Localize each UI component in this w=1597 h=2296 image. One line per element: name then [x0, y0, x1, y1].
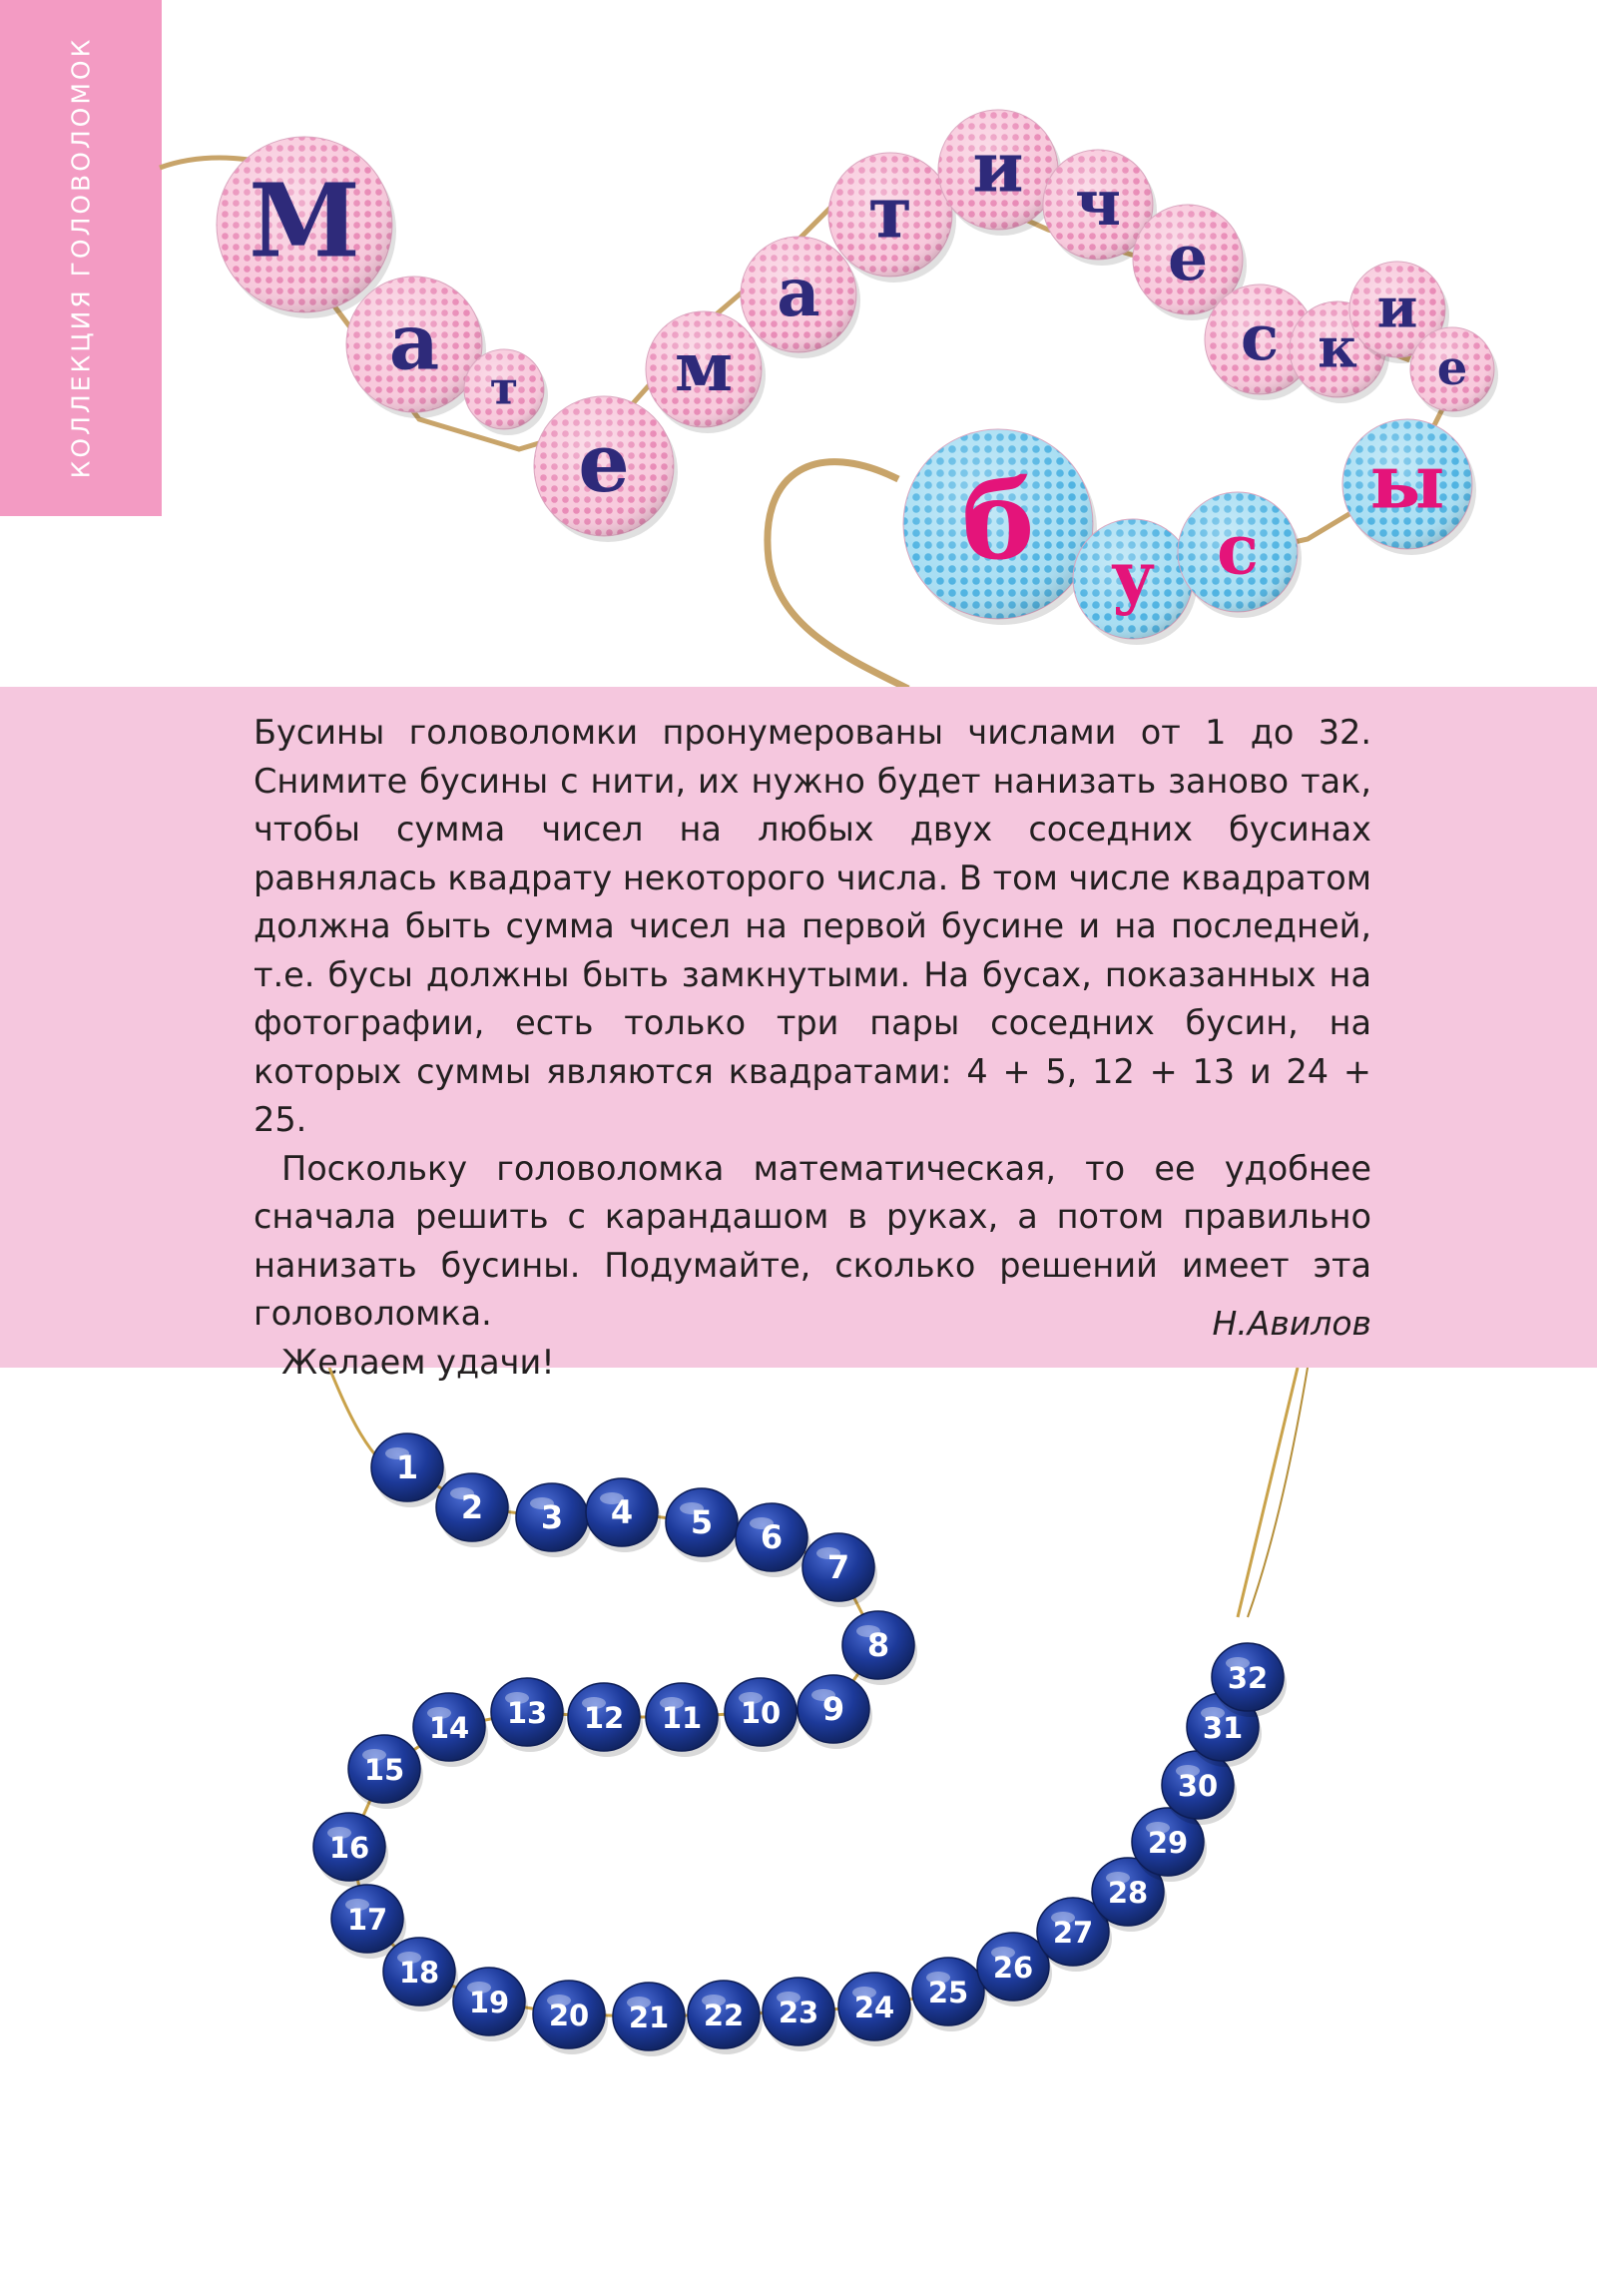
title-line1-letter-8: и	[972, 127, 1024, 209]
bead-4	[586, 1478, 661, 1552]
bead-label: 1	[395, 1448, 419, 1486]
bead-thread-right-2	[1248, 1368, 1308, 1617]
bead-9	[798, 1675, 872, 1749]
title-line1-letter-2: а	[388, 296, 440, 388]
bead-7	[802, 1533, 877, 1607]
bead-5	[666, 1488, 741, 1562]
title-line1-letter-14: е	[1436, 340, 1468, 397]
bead-label: 6	[760, 1518, 784, 1556]
bead-21	[613, 1983, 688, 2056]
title-line1-letter-13: и	[1376, 275, 1418, 340]
bead-25	[912, 1958, 987, 2031]
bead-label: 9	[821, 1690, 845, 1728]
bead-label: 18	[398, 1956, 440, 1990]
title-line1-letter-6: а	[777, 252, 820, 331]
bead-label: 28	[1107, 1876, 1149, 1910]
bead-label: 10	[740, 1696, 782, 1730]
bead-label: 31	[1202, 1711, 1244, 1745]
title-line2-letter-1: б	[961, 456, 1035, 585]
bead-label: 4	[610, 1493, 634, 1531]
title-beads	[0, 0, 1597, 689]
bead-1	[371, 1434, 446, 1507]
title-line1-letter-12: к	[1318, 314, 1357, 380]
title-line1-bead-3	[464, 349, 548, 435]
bead-12	[568, 1683, 643, 1757]
title-line2-letter-2: у	[1110, 536, 1156, 618]
paragraph-wish: Желаем удачи!	[281, 1342, 555, 1382]
series-label: КОЛЛЕКЦИЯ ГОЛОВОЛОМОК	[66, 36, 96, 479]
title-line1-letter-5: м	[674, 326, 734, 406]
bead-19	[453, 1968, 528, 2041]
bead-thread-right	[1238, 1368, 1298, 1617]
bead-label: 24	[853, 1991, 895, 2024]
bead-label: 21	[628, 2001, 670, 2034]
bead-15	[348, 1735, 423, 1809]
title-line1-bead-8	[938, 110, 1062, 236]
title-line2-bead-4	[1342, 419, 1476, 555]
numbered-beads-photo	[0, 1368, 1597, 2296]
bead-label: 22	[703, 1999, 745, 2032]
bead-8	[842, 1611, 917, 1685]
title-line1-letter-7: т	[868, 170, 912, 255]
bead-label: 30	[1177, 1769, 1219, 1803]
bead-label: 2	[460, 1488, 484, 1526]
bead-label: 20	[548, 1999, 590, 2032]
title-line2-bead-2	[1073, 519, 1197, 645]
bead-2	[436, 1473, 511, 1547]
title-line1-letter-11: с	[1240, 299, 1280, 374]
bead-label: 3	[540, 1498, 564, 1536]
bead-label: 19	[468, 1986, 510, 2019]
bead-11	[646, 1683, 721, 1757]
bead-16	[313, 1813, 388, 1887]
text-panel	[0, 687, 1597, 1382]
title-line2-letter-3: с	[1216, 509, 1260, 591]
bead-label: 15	[363, 1753, 405, 1787]
bead-10	[725, 1678, 799, 1752]
title-line1-bead-4	[534, 396, 678, 542]
author: Н.Авилов	[1212, 1304, 1371, 1343]
bead-label: 16	[328, 1831, 370, 1865]
bead-label: 32	[1227, 1661, 1269, 1695]
paragraph-rules: Бусины головоломки пронумерованы числами от 1 до 32. Снимите бусины с нити, их нужно будет нанизать заново так, чтобы сумма чисел на любых двух соседних бусинах равнялась квадрату некоторого числа. В том числе квадратом должна быть сумма чисел на первой бусине и на последней, т.е. бусы должны быть замкнутыми. На бусах, показанных на фотографии, есть только три пары соседних бусин, на которых суммы являются квадратами: 4 + 5, 12 + 13 и 24 + 25.	[254, 713, 1371, 1139]
title-thread-tail	[768, 462, 908, 689]
title-line1-bead-6	[741, 237, 860, 358]
bead-label: 11	[661, 1701, 703, 1735]
bead-label: 25	[927, 1976, 969, 2009]
title-line1-bead-5	[646, 311, 766, 433]
title-line2-letter-4: ы	[1369, 437, 1445, 526]
title-line1-letter-9: ч	[1074, 165, 1122, 240]
title-line2-bead-3	[1178, 492, 1302, 618]
bead-6	[736, 1503, 810, 1577]
bead-24	[838, 1973, 913, 2046]
title-line1-bead-1	[217, 137, 396, 318]
bead-20	[533, 1981, 608, 2054]
bead-label: 29	[1147, 1826, 1189, 1860]
title-line1-letter-3: т	[489, 360, 519, 415]
bead-label: 23	[778, 1996, 819, 2029]
bead-14	[413, 1693, 488, 1767]
paragraph-hint: Поскольку головоломка математическая, то ее удобнее сначала решить с карандашом в руках, а потом правильно нанизать бусины. Подумайте, сколько решений имеет эта головоломка.	[254, 1148, 1371, 1333]
puzzle-text	[254, 709, 1371, 1387]
bead-label: 17	[346, 1903, 388, 1937]
bead-label: 26	[992, 1951, 1034, 1985]
bead-18	[383, 1938, 458, 2011]
bead-label: 12	[583, 1701, 625, 1735]
title-line1-bead-14	[1410, 327, 1498, 417]
bead-label: 7	[826, 1548, 850, 1586]
bead-13	[491, 1678, 566, 1752]
bead-22	[688, 1981, 763, 2054]
title-line1-letter-10: е	[1167, 220, 1209, 294]
title-line2-bead-1	[903, 429, 1097, 625]
bead-3	[516, 1483, 591, 1557]
bead-label: 27	[1052, 1916, 1094, 1950]
bead-label: 5	[690, 1503, 714, 1541]
title-line1-letter-1: М	[249, 161, 360, 281]
bead-23	[763, 1978, 837, 2051]
bead-label: 14	[428, 1711, 470, 1745]
bead-label: 13	[506, 1696, 548, 1730]
bead-label: 8	[866, 1626, 890, 1664]
title-line1-letter-4: е	[578, 416, 630, 512]
